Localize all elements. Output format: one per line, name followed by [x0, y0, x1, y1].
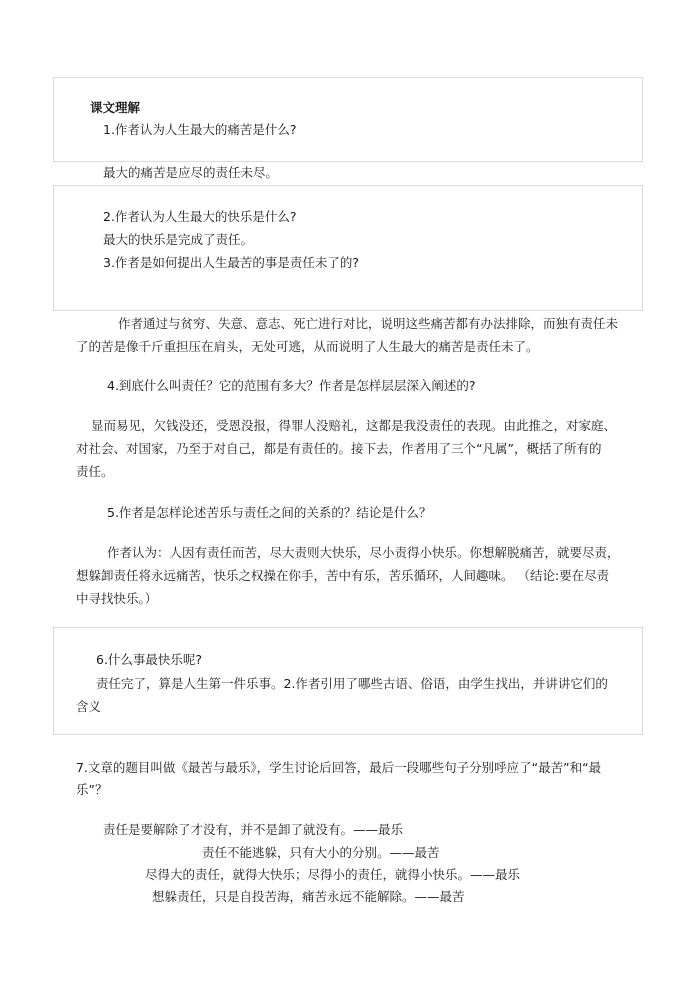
answer-5-line-1: 作者认为：人因有责任而苦，尽大责则大快乐，尽小责得小快乐。你想解脱痛苦，就要尽责，: [107, 545, 620, 560]
answer-7-line-3: 尽得大的责任，就得大快乐；尽得小的责任，就得小快乐。——最乐: [145, 867, 521, 882]
answer-4-line-3: 责任。: [76, 464, 114, 479]
question-7-line-2: 乐”？: [76, 782, 108, 797]
answer-1: 最大的痛苦是应尽的责任未尽。: [103, 165, 279, 180]
answer-7-line-2: 责任不能逃躲，只有大小的分别。——最苦: [202, 845, 440, 860]
answer-5-line-3: 中寻找快乐。）: [76, 591, 158, 606]
box-section-1: [53, 77, 643, 162]
question-5: 5.作者是怎样论述苦乐与责任之间的关系的？结论是什么？: [107, 505, 432, 520]
answer-7-line-1: 责任是要解除了才没有，并不是卸了就没有。——最乐: [103, 822, 404, 837]
answer-6-line-2: 含义: [76, 699, 102, 714]
question-1: 1.作者认为人生最大的痛苦是什么?: [103, 122, 297, 137]
answer-7-line-4: 想躲责任，只是自投苦海，痛苦永远不能解除。——最苦: [152, 889, 465, 904]
question-2: 2.作者认为人生最大的快乐是什么?: [103, 209, 297, 224]
answer-4-line-1: 显而易见，欠钱没还，受恩没报，得罪人没赔礼，这都是我没责任的表现。由此推之，对家庭、: [91, 418, 617, 433]
answer-2: 最大的快乐是完成了责任。: [103, 232, 254, 247]
question-3: 3.作者是如何提出人生最苦的事是责任未了的?: [103, 255, 360, 270]
answer-3-line-2: 了的苦是像千斤重担压在肩头，无处可逃，从而说明了人生最大的痛苦是责任未了。: [76, 339, 539, 354]
section-title: 课文理解: [90, 100, 141, 115]
question-7-line-1: 7.文章的题目叫做《最苦与最乐》，学生讨论后回答，最后一段哪些句子分别呼应了“最苦”和“最: [76, 760, 602, 775]
box-section-2: [53, 185, 643, 311]
answer-4-line-2: 对社会、对国家，乃至于对自己，都是有责任的。接下去，作者用了三个“凡属”，概括了所有的: [76, 441, 602, 456]
answer-6-line-1: 责任完了，算是人生第一件乐事。2.作者引用了哪些古语、俗语，由学生找出，并讲讲它们的: [96, 676, 608, 691]
question-6: 6.什么事最快乐呢?: [96, 652, 203, 667]
answer-3-line-1: 作者通过与贫穷、失意、意志、死亡进行对比，说明这些痛苦都有办法排除，而独有责任未: [118, 316, 619, 331]
answer-5-line-2: 想躲卸责任将永远痛苦，快乐之权操在你手，苦中有乐，苦乐循环，人间趣味。 （结论:要在尽责: [76, 568, 610, 583]
question-4: 4.到底什么叫责任？它的范围有多大？作者是怎样层层深入阐述的?: [107, 378, 476, 393]
